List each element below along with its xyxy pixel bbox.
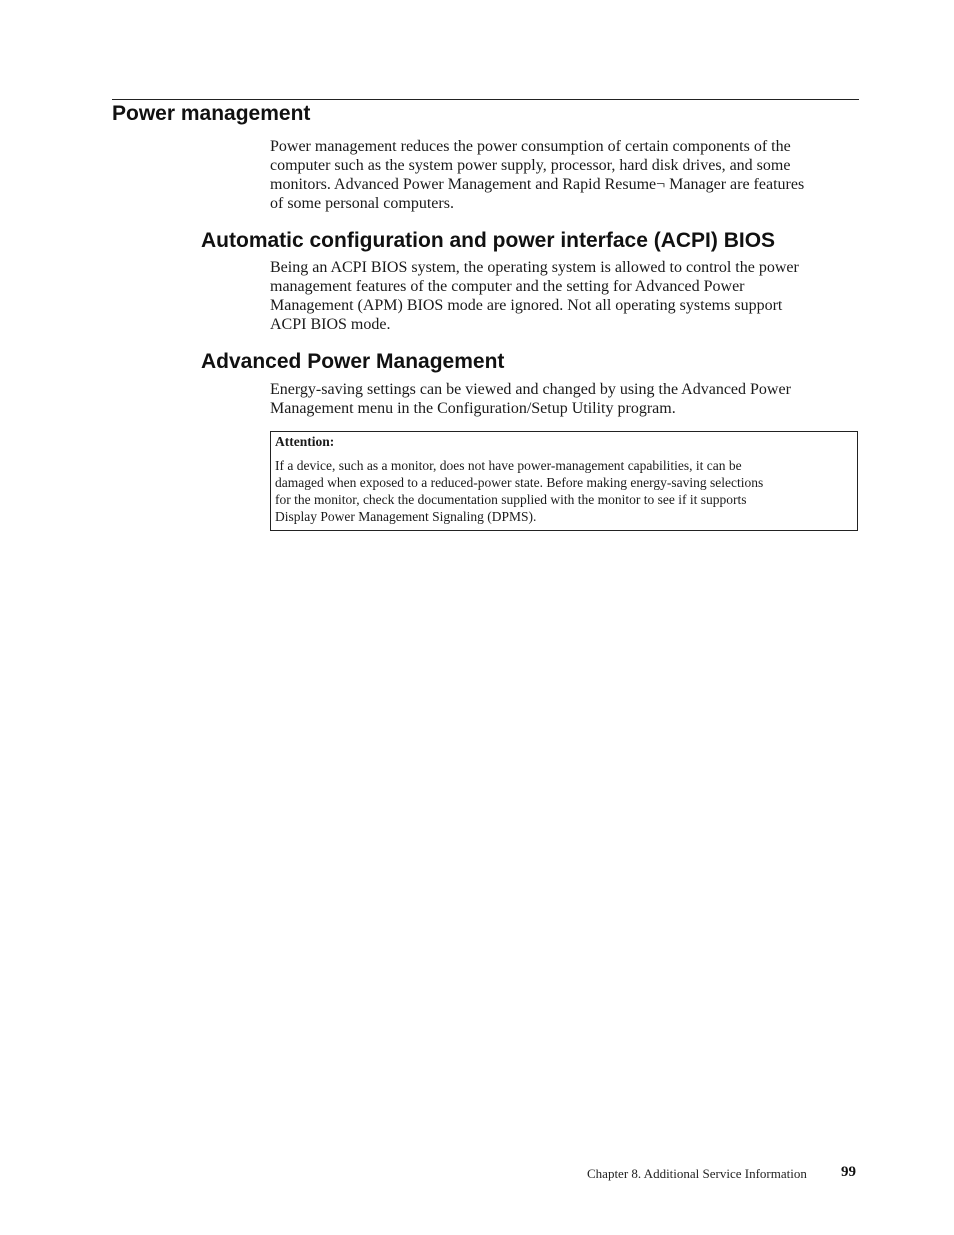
paragraph-line: of some personal computers. (270, 195, 454, 212)
section-heading-acpi-bios: Automatic configuration and power interface (ACPI) BIOS (201, 229, 776, 252)
attention-text (275, 457, 763, 525)
footer-page-number: 99 (841, 1164, 856, 1180)
paragraph-line: Power management reduces the power consumption of certain components of the (270, 138, 791, 155)
footer-chapter-title: Chapter 8. Additional Service Information (587, 1166, 807, 1181)
paragraph-line: Management (APM) BIOS mode are ignored. Not all operating systems support (270, 297, 783, 314)
attention-notice-box (270, 431, 858, 531)
paragraph-line: Management menu in the Configuration/Setup Utility program. (270, 400, 676, 417)
paragraph-line: ACPI BIOS mode. (270, 316, 391, 333)
paragraph-line: management features of the computer and the setting for Advanced Power (270, 278, 745, 295)
apm-paragraph (270, 380, 862, 418)
attention-line: Display Power Management Signaling (DPMS). (275, 509, 537, 524)
section-heading-advanced-power-management: Advanced Power Management (201, 350, 505, 373)
attention-line: damaged when exposed to a reduced-power state. Before making energy-saving selections (275, 475, 764, 490)
paragraph-line: Being an ACPI BIOS system, the operating system is allowed to control the power (270, 259, 799, 276)
acpi-paragraph (270, 258, 862, 334)
attention-line: If a device, such as a monitor, does not have power-management capabilities, it can be (275, 458, 742, 473)
paragraph-line: computer such as the system power supply, processor, hard disk drives, and some (270, 157, 791, 174)
power-management-paragraph (270, 137, 862, 213)
paragraph-line: Energy-saving settings can be viewed and changed by using the Advanced Power (270, 381, 791, 398)
section-heading-power-management: Power management (112, 102, 311, 125)
paragraph-line: monitors. Advanced Power Management and Rapid Resume¬ Manager are features (270, 176, 805, 193)
attention-line: for the monitor, check the documentation supplied with the monitor to see if it supports (275, 492, 747, 507)
attention-label: Attention: (275, 434, 335, 449)
top-rule (112, 99, 859, 100)
